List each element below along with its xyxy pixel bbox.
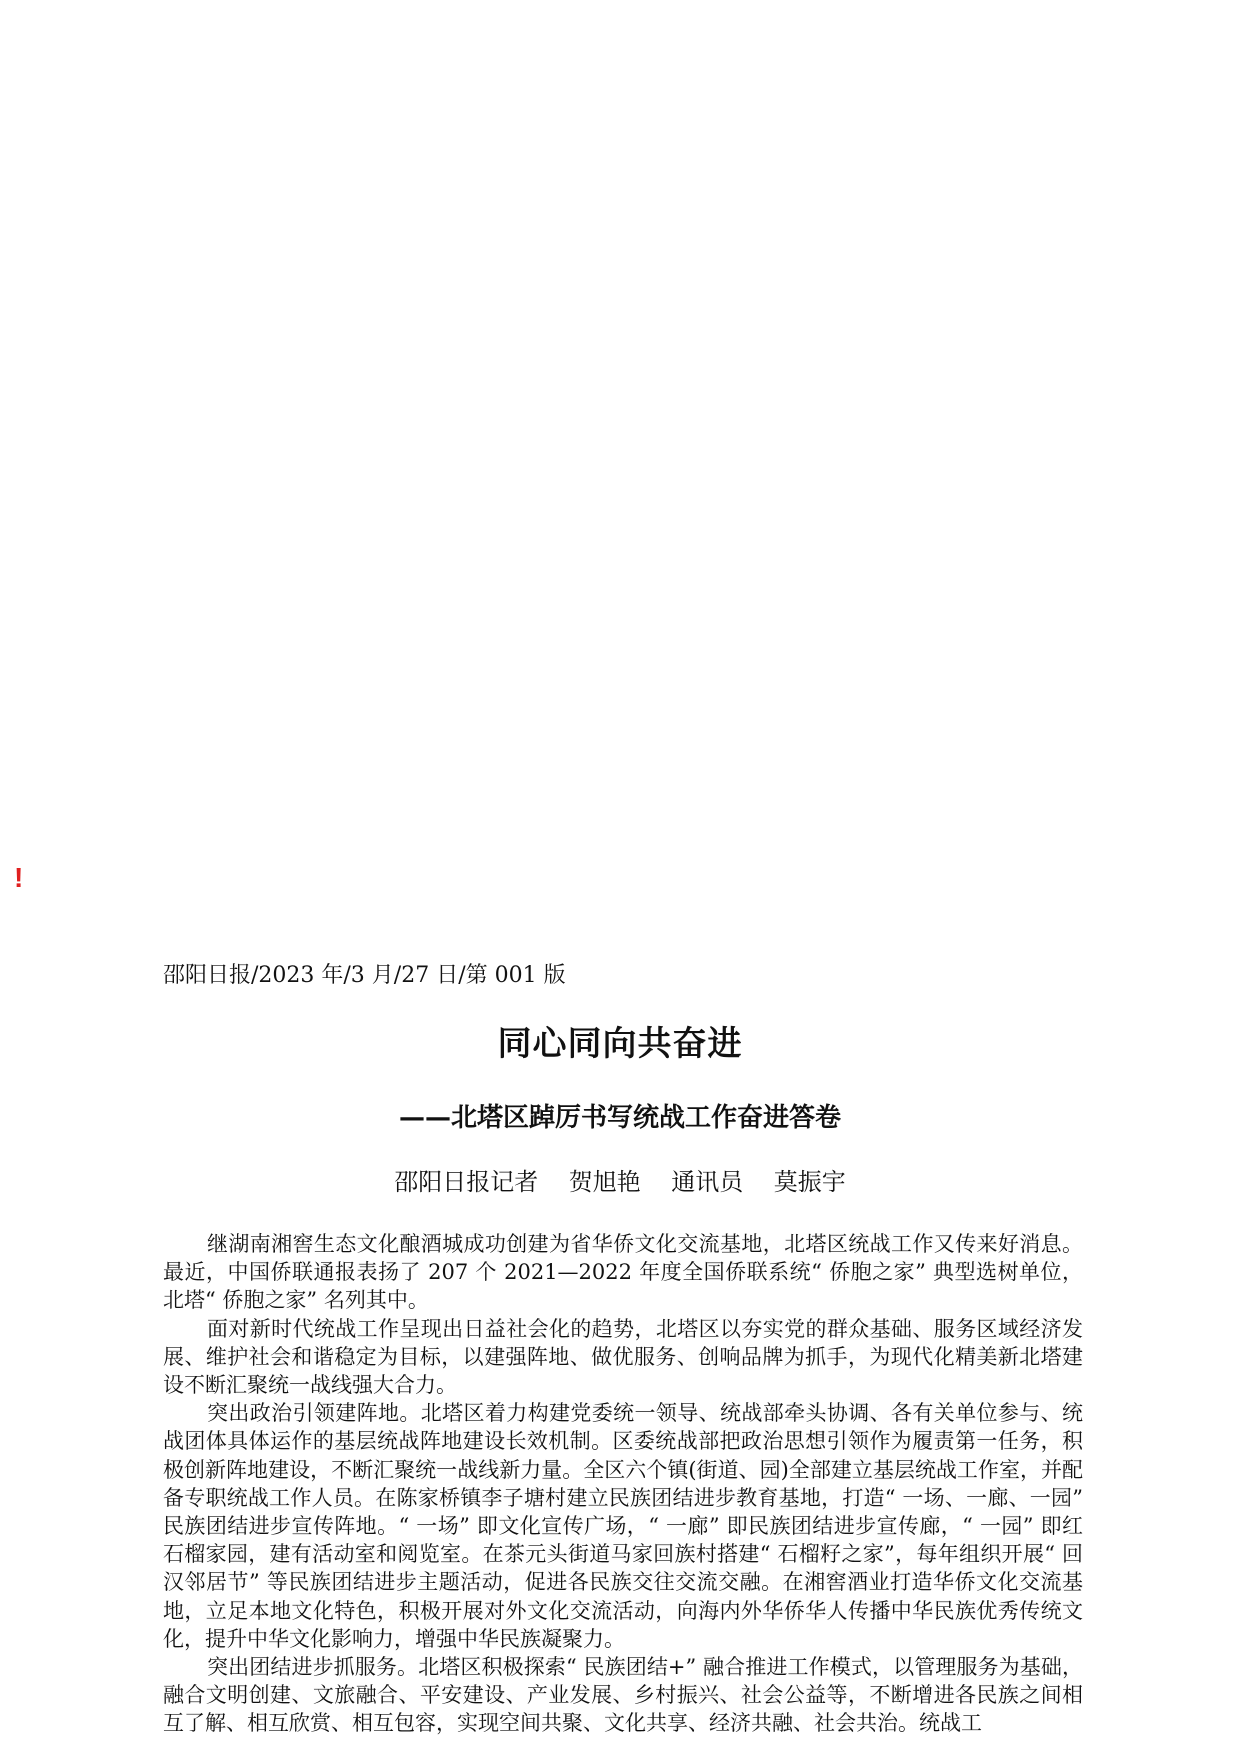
article-body [163, 1230, 1083, 1750]
warning-mark: ! [14, 862, 24, 893]
byline: 邵阳日报记者 贺旭艳 通讯员 莫振宇 [394, 1168, 846, 1196]
paragraph: 继湖南湘窖生态文化酿酒城成功创建为省华侨文化交流基地，北塔区统战工作又传来好消息。最近，中国侨联通报表扬了 207 个 2021—2022 年度全国侨联系统“ 侨胞之家” 典型选树单位，北塔“ 侨胞之家” 名列其中。 [163, 1232, 1083, 1313]
article-title: 同心同向共奋进 [497, 1024, 743, 1064]
paragraph: 突出政治引领建阵地。北塔区着力构建党委统一领导、统战部牵头协调、各有关单位参与、统战团体具体运作的基层统战阵地建设长效机制。区委统战部把政治思想引领作为履责第一任务，积极创新阵地建设，不断汇聚统一战线新力量。全区六个镇(街道、园)全部建立基层统战工作室，并配备专职统战工作人员。在陈家桥镇李子塘村建立民族团结进步教育基地，打造“ 一场、一廊、一园” 民族团结进步宣传阵地。“ 一场” 即文化宣传广场，“ 一廊” 即民族团结进步宣传廊，“ 一园” 即红石榴家园，建有活动室和阅览室。在茶元头街道马家回族村搭建“ 石榴籽之家”，每年组织开展“ 回汉邻居节” 等民族团结进步主题活动，促进各民族交往交流交融。在湘窖酒业打造华侨文化交流基地，立足本地文化特色，积极开展对外文化交流活动，向海内外华侨华人传播中华民族优秀传统文化，提升中华文化影响力，增强中华民族凝聚力。 [163, 1401, 1083, 1651]
source-line: 邵阳日报/2023 年/3 月/27 日/第 001 版 [163, 963, 566, 988]
article-subtitle: ——北塔区踔厉书写统战工作奋进答卷 [398, 1103, 841, 1133]
paragraph: 突出团结进步抓服务。北塔区积极探索“ 民族团结+” 融合推进工作模式，以管理服务为基础，融合文明创建、文旅融合、平安建设、产业发展、乡村振兴、社会公益等，不断增进各民族之间相互了解、相互欣赏、相互包容，实现空间共聚、文化共享、经济共融、社会共治。统战工 [163, 1655, 1083, 1736]
paragraph: 面对新时代统战工作呈现出日益社会化的趋势，北塔区以夯实党的群众基础、服务区域经济发展、维护社会和谐稳定为目标，以建强阵地、做优服务、创响品牌为抓手，为现代化精美新北塔建设不断汇聚统一战线强大合力。 [163, 1316, 1083, 1398]
